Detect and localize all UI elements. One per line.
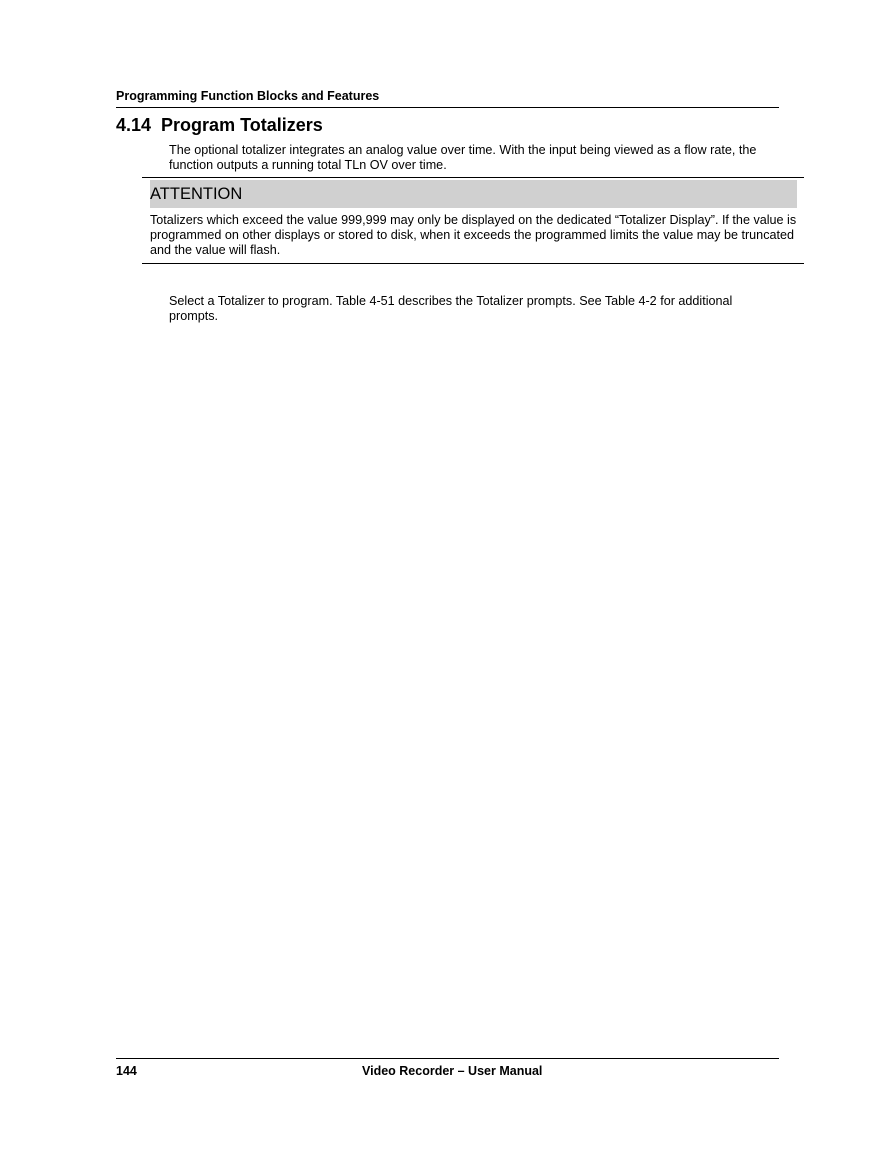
instructions-paragraph: Select a Totalizer to program. Table 4-51 describes the Totalizer prompts. See Table 4-2 for additional prompts. [169,294,733,323]
page-number: 144 [116,1064,137,1078]
page-footer [116,1058,779,1080]
section-title: Program Totalizers [161,115,323,135]
attention-box [142,177,804,264]
attention-body: Totalizers which exceed the value 999,999 may only be displayed on the dedicated “Totalizer Display”. If the value is programmed on other displays or stored to disk, when it exceeds the programmed limits the value may be truncated and the value will flash. [150,213,797,257]
attention-title: ATTENTION [150,180,797,208]
manual-title: Video Recorder – User Manual [362,1064,543,1078]
intro-paragraph: The optional totalizer integrates an analog value over time. With the input being viewed as a flow rate, the function outputs a running total TLn OV over time. [169,143,757,172]
section-heading [116,114,323,136]
section-number: 4.14 [116,115,152,135]
page-header [116,89,779,108]
running-title: Programming Function Blocks and Features [116,89,380,103]
